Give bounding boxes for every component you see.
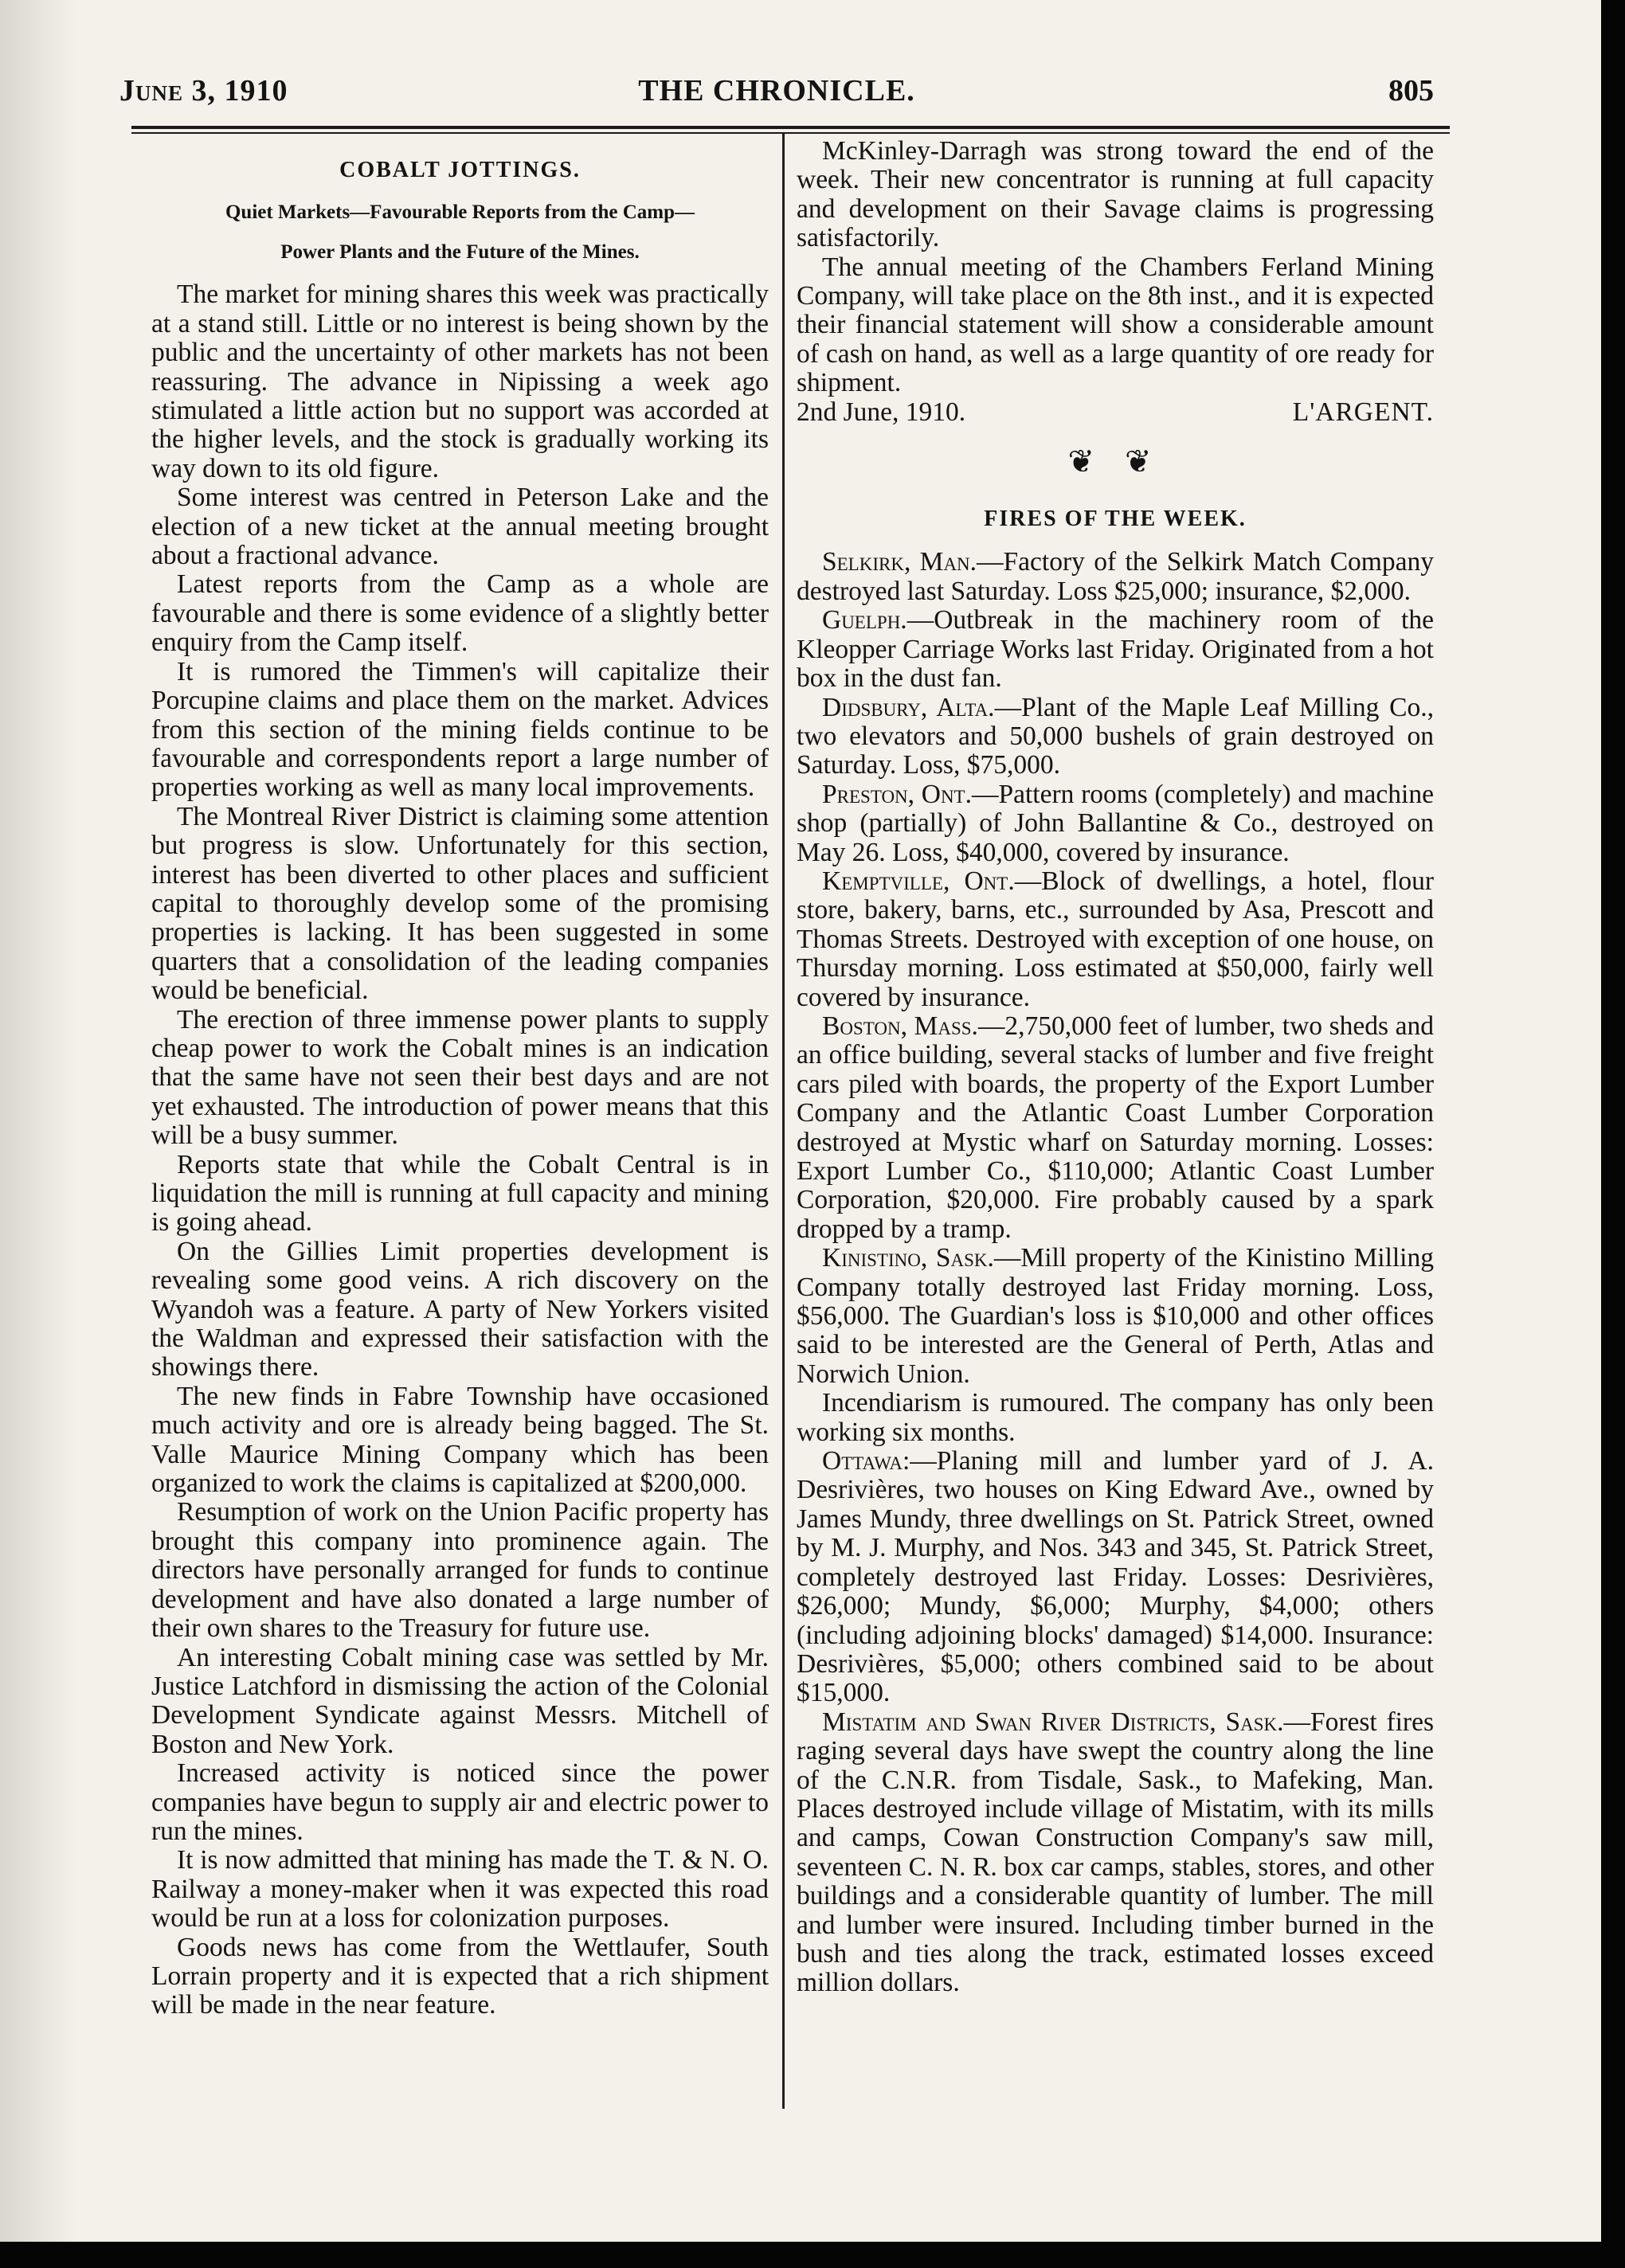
- fire-location: Selkirk, Man.: [822, 547, 977, 577]
- fire-details: —Pattern rooms (completely) and machine shop (partially) of John Ballantine & Co., destroyed on May 26. Loss, $40,000, covered by insurance.: [797, 779, 1434, 867]
- page-margin-shade: [0, 0, 76, 2242]
- page-number: 805: [1388, 74, 1434, 108]
- article-paragraph: It is rumored the Timmen's will capitalize their Porcupine claims and place them on the market. Advices from this section of the mining fields continue to be favourable and correspondents report a large number of properties working as well as many local improvements.: [151, 656, 769, 803]
- fire-report: [797, 694, 1434, 780]
- right-column: [797, 137, 1434, 1998]
- fire-details: —Block of dwellings, a hotel, flour store, bakery, barns, etc., surrounded by Asa, Prescott and Thomas Streets. Destroyed with exception of one house, on Thursday morning. Loss estimated at $50,000, fairly well covered by insurance.: [797, 866, 1434, 1012]
- fire-report: [797, 780, 1434, 867]
- fire-report: [797, 1244, 1434, 1389]
- signoff-author: L'ARGENT.: [1292, 397, 1434, 427]
- left-column: [151, 137, 769, 2020]
- article-paragraph: Reports state that while the Cobalt Central is in liquidation the mill is running at full capacity and mining is going ahead.: [151, 1149, 769, 1238]
- fire-details: —Factory of the Selkirk Match Company destroyed last Saturday. Loss $25,000; insurance, $2,000.: [797, 547, 1434, 606]
- fire-location: Ottawa:: [822, 1446, 910, 1476]
- scan-edge-shadow: [1601, 0, 1625, 2268]
- article-paragraph: Goods news has come from the Wettlaufer, South Lorrain property and it is expected that a rich shipment will be made in the near feature.: [151, 1932, 769, 2020]
- header-rule-thick: [131, 126, 1450, 129]
- fire-report: [797, 1447, 1434, 1708]
- article-signoff: [797, 398, 1434, 427]
- fire-details: —Mill property of the Kinistino Milling Company totally destroyed last Friday morning. Loss, $56,000. The Guardian's loss is $10,000 and other offices said to be interested are the General of Perth, Atlas and Norwich Union.: [797, 1243, 1434, 1389]
- fire-location: Kemptville, Ont.: [822, 866, 1015, 896]
- issue-date: June 3, 1910: [119, 74, 288, 108]
- article-paragraph: On the Gillies Limit properties development is revealing some good veins. A rich discovery on the Wyandoh was a feature. A party of New Yorkers visited the Waldman and expressed their satisfaction with the showings there.: [151, 1236, 769, 1382]
- fire-location: Didsbury, Alta.: [822, 692, 995, 722]
- fire-location: Boston, Mass.: [822, 1011, 978, 1041]
- article-paragraph: McKinley-Darragh was strong toward the end of the week. Their new concentrator is running at full capacity and development on their Savage claims is progressing satisfactorily.: [797, 136, 1434, 253]
- fire-report: [797, 606, 1434, 693]
- article-paragraph: The Montreal River District is claiming some attention but progress is slow. Unfortunately for this section, interest has been diverted to other places and sufficient capital to thoroughly develop some of the promising properties is lacking. It has been suggested in some quarters that a consolidation of the leading companies would be beneficial.: [151, 801, 769, 1006]
- article-paragraph: The erection of three immense power plants to supply cheap power to work the Cobalt mines is an indication that the same have not seen their best days and are not yet exhausted. The introduction of power means that this will be a busy summer.: [151, 1004, 769, 1151]
- article-paragraph: The annual meeting of the Chambers Ferland Mining Company, will take place on the 8th inst., and it is expected their financial statement will show a considerable amount of cash on hand, as well as a large quantity of ore ready for shipment.: [797, 252, 1434, 398]
- header-rule-thin: [131, 132, 1450, 134]
- fire-details: —2,750,000 feet of lumber, two sheds and an office building, several stacks of lumber and five freight cars piled with boards, the property of the Export Lumber Company and the Atlantic Coast Lumber Corporation destroyed at Mystic wharf on Saturday morning. Losses: Export Lumber Co., $110,000; Atlantic Coast Lumber Corporation, $20,000. Fire probably caused by a spark dropped by a tramp.: [797, 1011, 1434, 1244]
- scan-bottom-shadow: [0, 2242, 1625, 2268]
- article-title-cobalt: COBALT JOTTINGS.: [339, 158, 581, 182]
- article-paragraph: The new finds in Fabre Township have occasioned much activity and ore is already being bagged. The St. Valle Maurice Mining Company which has been organized to work the claims is capitalized at $200,000.: [151, 1381, 769, 1499]
- signoff-date: 2nd June, 1910.: [797, 397, 966, 427]
- article-paragraph: Resumption of work on the Union Pacific property has brought this company into prominence again. The directors have personally arranged for funds to continue development and have also donated a large number of their own shares to the Treasury for future use.: [151, 1497, 769, 1644]
- publication-title: THE CHRONICLE.: [638, 74, 915, 108]
- fire-location: Guelph.: [822, 605, 907, 635]
- fire-details: —Forest fires raging several days have swept the country along the line of the C.N.R. from Tisdale, Sask., to Mafeking, Man. Places destroyed include village of Mistatim, with its mills and camps, Cowan Construction Company's saw mill, seventeen C. N. R. box car camps, stables, stores, and other buildings and a considerable quantity of lumber. The mill and lumber were insured. Including timber burned in the bush and ties along the track, estimated losses exceed million dollars.: [797, 1707, 1434, 1998]
- article-subhead-cobalt: [151, 199, 769, 266]
- fire-details: Incendiarism is rumoured. The company has only been working six months.: [797, 1388, 1434, 1447]
- column-divider: [782, 134, 785, 2109]
- subhead-line-1: Quiet Markets—Favourable Reports from the Camp—: [225, 201, 695, 224]
- article-paragraph: The market for mining shares this week was practically at a stand still. Little or no interest is being shown by the public and the uncertainty of other markets has not been reassuring. The advance in Nipissing a week ago stimulated a little action but no support was accorded at the higher levels, and the stock is gradually working its way down to its old figure.: [151, 280, 769, 483]
- article-paragraph: Latest reports from the Camp as a whole are favourable and there is some evidence of a slightly better enquiry from the Camp itself.: [151, 569, 769, 658]
- fire-location: Preston, Ont.: [822, 779, 972, 809]
- fire-location: Kinistino, Sask.: [822, 1243, 994, 1273]
- article-paragraph: It is now admitted that mining has made the T. & N. O. Railway a money-maker when it was expected this road would be run at a loss for colonization purposes.: [151, 1845, 769, 1934]
- subhead-line-2: Power Plants and the Future of the Mines.: [280, 241, 640, 264]
- fire-report: [797, 1389, 1434, 1447]
- article-paragraph: An interesting Cobalt mining case was settled by Mr. Justice Latchford in dismissing the action of the Colonial Development Syndicate against Messrs. Mitchell of Boston and New York.: [151, 1642, 769, 1759]
- fire-report: [797, 548, 1434, 606]
- fire-details: —Plant of the Maple Leaf Milling Co., two elevators and 50,000 bushels of grain destroyed on Saturday. Loss, $75,000.: [797, 692, 1434, 780]
- fire-report: [797, 1708, 1434, 1998]
- page-header: [119, 73, 1434, 113]
- article-title-fires: FIRES OF THE WEEK.: [984, 506, 1247, 532]
- article-paragraph: Some interest was centred in Peterson Lake and the election of a new ticket at the annual meeting brought about a fractional advance.: [151, 483, 769, 571]
- fire-report: [797, 867, 1434, 1012]
- fire-details: —Planing mill and lumber yard of J. A. Desrivières, two houses on King Edward Ave., owned by James Mundy, three dwellings on St. Patrick Street, owned by M. J. Murphy, and Nos. 343 and 345, St. Patrick Street, completely destroyed last Friday. Losses: Desrivières, $26,000; Mundy, $6,000; Murphy, $4,000; others (including adjoining blocks' damaged) $14,000. Insurance: Desrivières, $5,000; others combined said to be about $15,000.: [797, 1446, 1434, 1708]
- fleuron-ornament-icon: ❦ ❦: [1067, 444, 1163, 480]
- fire-details: —Outbreak in the machinery room of the Kleopper Carriage Works last Friday. Originated from a hot box in the dust fan.: [797, 605, 1434, 694]
- fire-location: Mistatim and Swan River Districts, Sask.: [822, 1707, 1284, 1737]
- article-paragraph: Increased activity is noticed since the power companies have begun to supply air and electric power to run the mines.: [151, 1758, 769, 1846]
- fire-report: [797, 1012, 1434, 1244]
